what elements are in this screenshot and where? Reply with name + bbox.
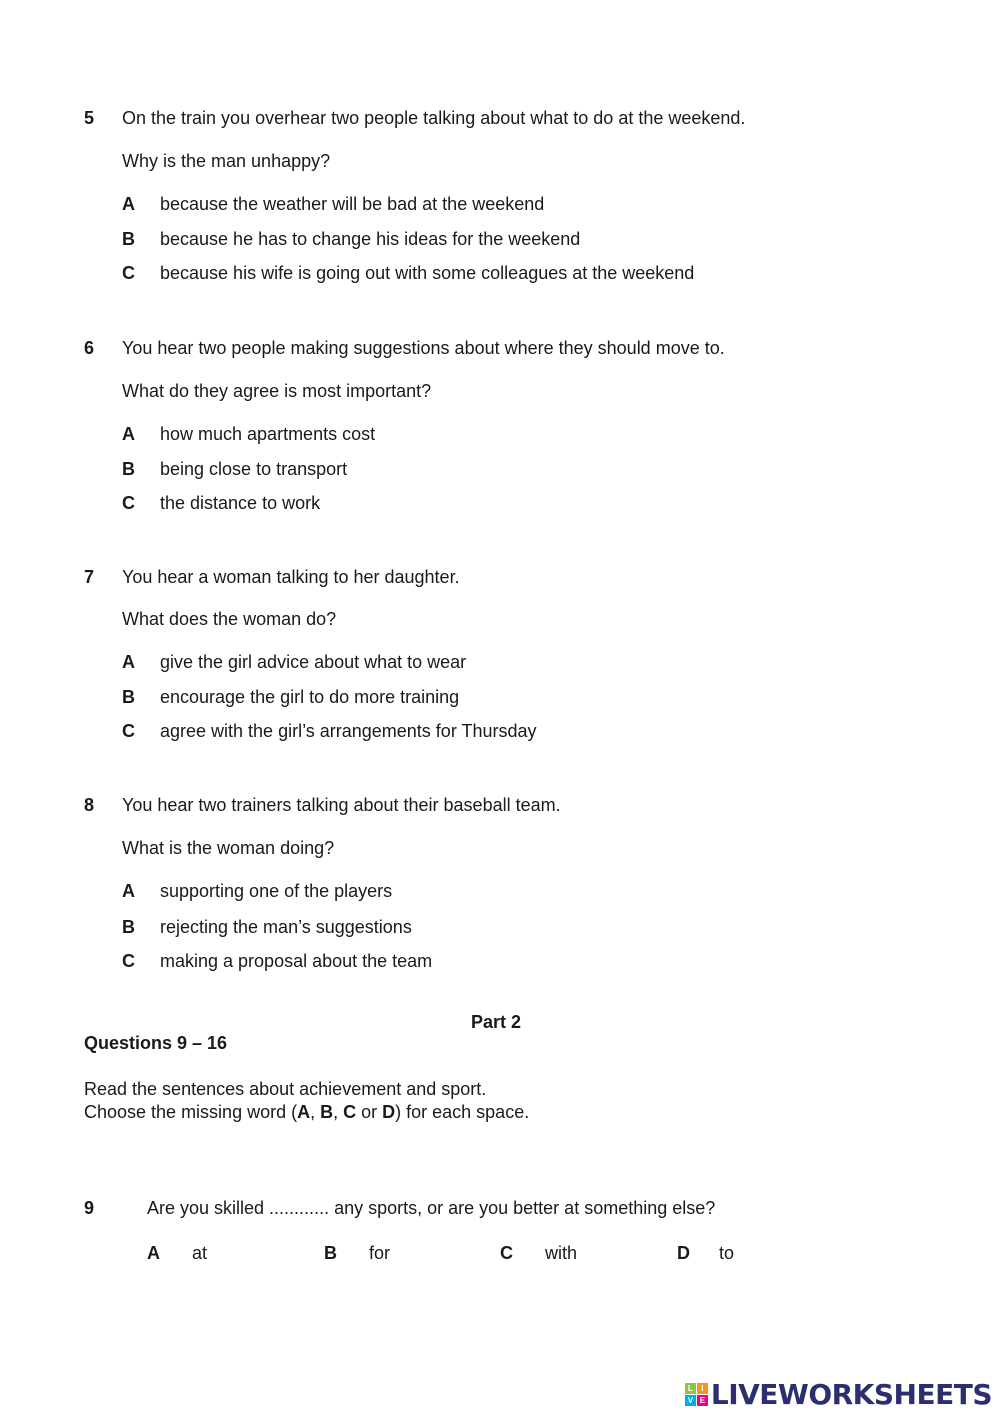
logo-grid-cell: V xyxy=(685,1395,696,1406)
question-6-option-c[interactable]: the distance to work xyxy=(160,493,321,513)
question-5-prompt: Why is the man unhappy? xyxy=(122,151,331,171)
question-7-option-c[interactable]: agree with the girl’s arrangements for Thursday xyxy=(160,721,537,741)
question-5-option-c-letter: C xyxy=(122,263,135,283)
question-5-option-a[interactable]: because the weather will be bad at the weekend xyxy=(160,194,545,214)
question-6-stem: You hear two people making suggestions about where they should move to. xyxy=(122,338,725,358)
question-9-number: 9 xyxy=(84,1198,95,1218)
question-5-number: 5 xyxy=(84,108,95,128)
question-8-option-b[interactable]: rejecting the man’s suggestions xyxy=(160,917,412,937)
question-6-option-b[interactable]: being close to transport xyxy=(160,459,348,479)
question-7-option-b-letter: B xyxy=(122,687,135,707)
question-7-option-a-letter: A xyxy=(122,652,135,672)
question-7-option-b[interactable]: encourage the girl to do more training xyxy=(160,687,460,707)
question-6-number: 6 xyxy=(84,338,95,358)
question-7-number: 7 xyxy=(84,567,95,587)
question-8-number: 8 xyxy=(84,795,95,815)
question-9-option-a[interactable]: at xyxy=(192,1243,208,1263)
question-8-option-c-letter: C xyxy=(122,951,135,971)
logo-grid-cell: I xyxy=(697,1383,708,1394)
question-8-option-a[interactable]: supporting one of the players xyxy=(160,881,393,901)
question-5-option-b[interactable]: because he has to change his ideas for the weekend xyxy=(160,229,581,249)
question-8-prompt: What is the woman doing? xyxy=(122,838,335,858)
question-6-option-a-letter: A xyxy=(122,424,135,444)
question-6-option-a[interactable]: how much apartments cost xyxy=(160,424,376,444)
instruction-line-2: Choose the missing word (A, B, C or D) for each space. xyxy=(84,1102,530,1122)
question-7-stem: You hear a woman talking to her daughter. xyxy=(122,567,460,587)
question-8-option-b-letter: B xyxy=(122,917,135,937)
question-9-option-b-letter: B xyxy=(324,1243,337,1263)
question-9-sentence: Are you skilled ............ any sports, or are you better at something else? xyxy=(147,1198,716,1218)
question-7-option-c-letter: C xyxy=(122,721,135,741)
question-6-option-c-letter: C xyxy=(122,493,135,513)
question-9-option-c-letter: C xyxy=(500,1243,513,1263)
question-9-option-d-letter: D xyxy=(677,1243,690,1263)
questions-range-heading: Questions 9 – 16 xyxy=(84,1033,228,1053)
logo-grid-cell: L xyxy=(685,1383,696,1394)
question-8-option-c[interactable]: making a proposal about the team xyxy=(160,951,433,971)
logo-grid-icon xyxy=(685,1383,708,1406)
question-9-option-c[interactable]: with xyxy=(545,1243,578,1263)
question-9-option-b[interactable]: for xyxy=(369,1243,391,1263)
question-5-stem: On the train you overhear two people talking about what to do at the weekend. xyxy=(122,108,746,128)
question-8-option-a-letter: A xyxy=(122,881,135,901)
question-5-option-b-letter: B xyxy=(122,229,135,249)
logo-grid-cell: E xyxy=(697,1395,708,1406)
question-7-prompt: What does the woman do? xyxy=(122,609,337,629)
part-2-heading: Part 2 xyxy=(471,1012,522,1032)
liveworksheets-logo xyxy=(685,1378,992,1410)
question-5-option-a-letter: A xyxy=(122,194,135,214)
logo-text: LIVEWORKSHEETS xyxy=(710,1377,992,1411)
question-6-option-b-letter: B xyxy=(122,459,135,479)
question-9-option-d[interactable]: to xyxy=(719,1243,735,1263)
instruction-line-1: Read the sentences about achievement and sport. xyxy=(84,1079,487,1099)
question-9-option-a-letter: A xyxy=(147,1243,160,1263)
question-5-option-c[interactable]: because his wife is going out with some colleagues at the weekend xyxy=(160,263,695,283)
question-6-prompt: What do they agree is most important? xyxy=(122,381,432,401)
question-8-stem: You hear two trainers talking about their baseball team. xyxy=(122,795,561,815)
question-7-option-a[interactable]: give the girl advice about what to wear xyxy=(160,652,467,672)
